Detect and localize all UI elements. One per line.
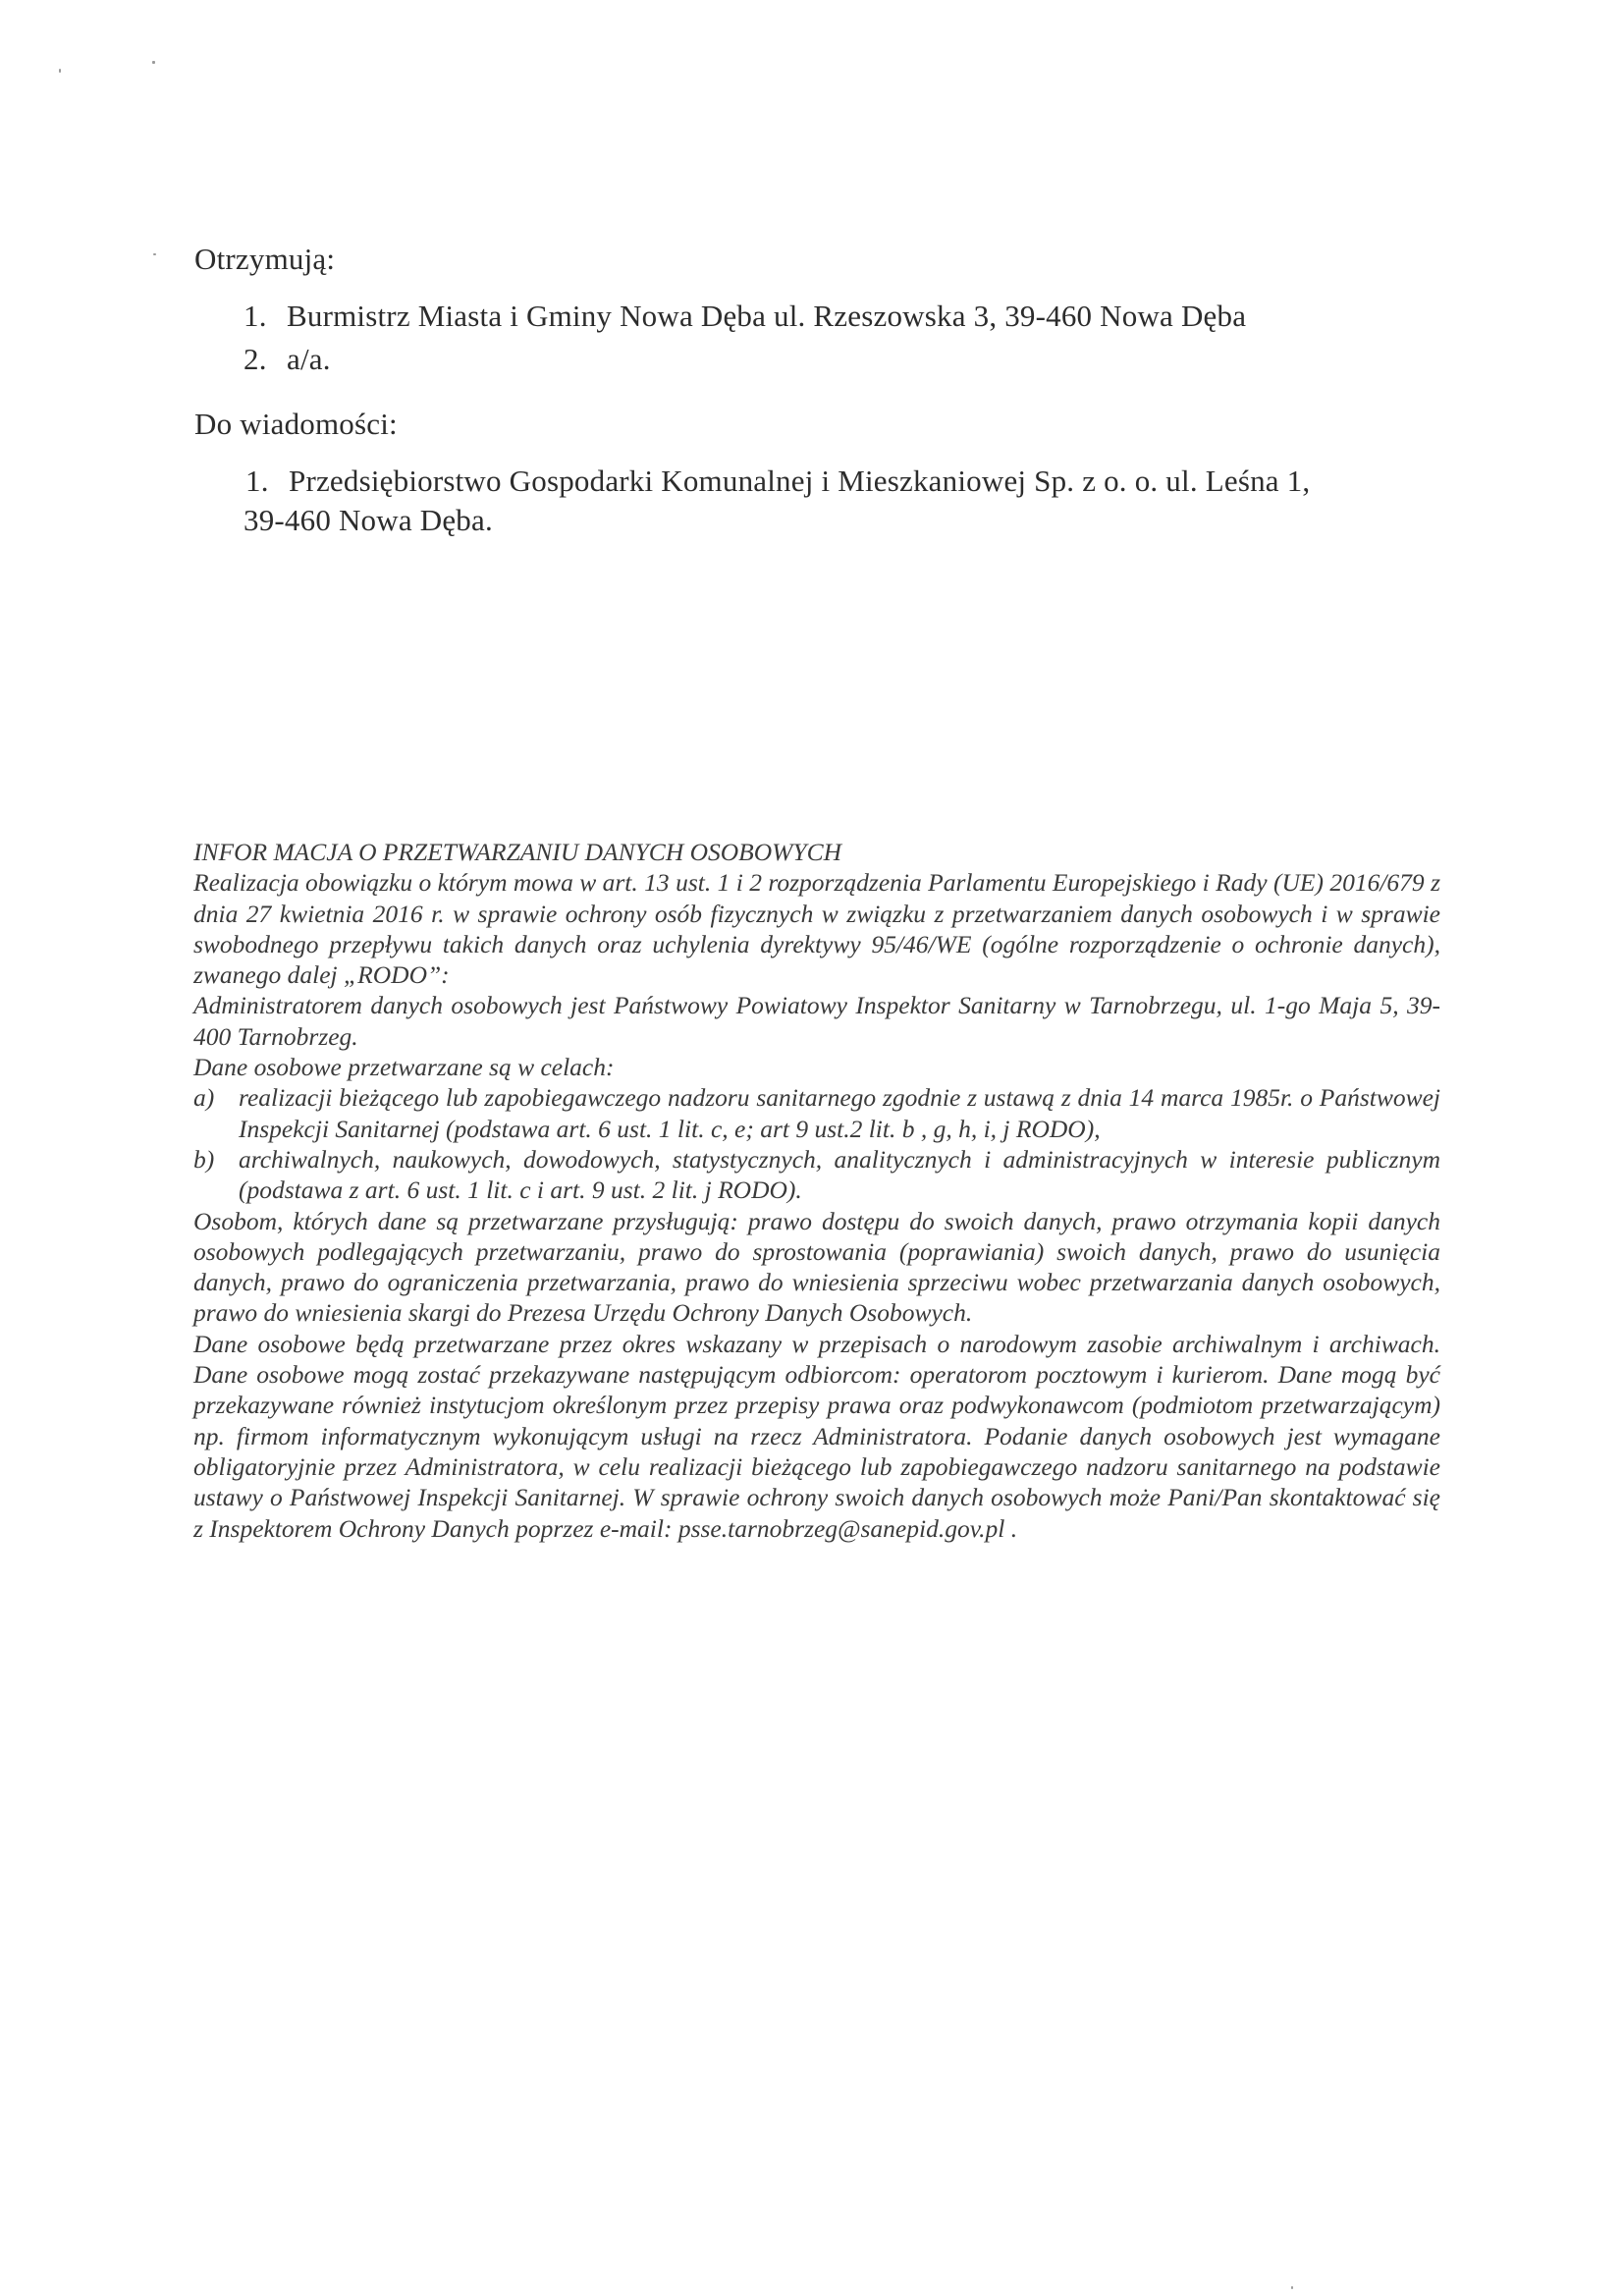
scan-speck [1291, 2286, 1293, 2289]
rodo-intro: Realizacja obowiązku o którym mowa w art. 13 ust. 1 i 2 rozporządzenia Parlamentu Europejskiego i Rady (UE) 2016/679 z dnia 27 kwietnia 2016 r. w sprawie ochrony osób fizycznych w związku z przetwarzaniem danych osobowych i w sprawie swobodnego przepływu takich danych oraz uchylenia dyrektywy 95/46/WE (ogólne rozporządzenie o ochronie danych), zwanego dalej „RODO”: [193, 868, 1440, 990]
list-item [194, 297, 1471, 336]
rodo-information-section [193, 837, 1440, 1544]
scan-speck [152, 61, 155, 64]
purpose-b [193, 1144, 1440, 1206]
info-recipient-line1: Przedsiębiorstwo Gospodarki Komunalnej i Mieszkaniowej Sp. z o. o. ul. Leśna 1, [289, 464, 1311, 498]
list-number: 2. [243, 342, 267, 376]
for-information-heading: Do wiadomości: [194, 407, 398, 441]
info-recipient-line2: 39-460 Nowa Dęba. [243, 503, 493, 537]
rodo-purposes-heading: Dane osobowe przetwarzane są w celach: [193, 1053, 615, 1082]
scan-speck [59, 69, 61, 73]
list-number: 1. [245, 464, 269, 498]
rodo-administrator: Administratorem danych osobowych jest Państwowy Powiatowy Inspektor Sanitarny w Tarnobrzegu, ul. 1-go Maja 5, 39-400 Tarnobrzeg. [193, 991, 1440, 1051]
recipient-text: Burmistrz Miasta i Gminy Nowa Dęba ul. Rzeszowska 3, 39-460 Nowa Dęba [287, 299, 1247, 333]
rodo-title: INFOR MACJA O PRZETWARZANIU DANYCH OSOBOWYCH [193, 838, 842, 866]
purpose-a-text: realizacji bieżącego lub zapobiegawczego nadzoru sanitarnego zgodnie z ustawą z dnia 14 marca 1985r. o Państwowej Inspekcji Sanitarnej (podstawa art. 6 ust. 1 lit. c, e; art 9 ust.2 lit. b , g, h, i, j RODO), [239, 1083, 1440, 1143]
rodo-rights: Osobom, których dane są przetwarzane przysługują: prawo dostępu do swoich danych, prawo otrzymania kopii danych osobowych podlegających przetwarzaniu, prawo do sprostowania (poprawiania) swoich danych, prawo do usunięcia danych, prawo do ograniczenia przetwarzania, prawo do wniesienia sprzeciwu wobec przetwarzania danych osobowych, prawo do wniesienia skargi do Prezesa Urzędu Ochrony Danych Osobowych. [193, 1206, 1440, 1328]
recipients-list [194, 297, 1471, 379]
for-information-list [194, 462, 1471, 540]
purpose-b-mark: b) [193, 1144, 215, 1174]
purpose-a-mark: a) [193, 1083, 215, 1113]
rodo-retention: Dane osobowe będą przetwarzane przez okres wskazany w przepisach o narodowym zasobie archiwalnym i archiwach. Dane osobowe mogą zostać przekazywane następującym odbiorcom: operatorom pocztowym i kurierom. Dane mogą być przekazywane również instytucjom określonym przez przepisy prawa oraz podwykonawcom (podmiotom przetwarzającym) np. firmom informatycznym wykonującym usługi na rzecz Administratora. Podanie danych osobowych jest wymagane obligatoryjnie przez Administratora, w celu realizacji bieżącego lub zapobiegawczego nadzoru sanitarnego na podstawie ustawy o Państwowej Inspekcji Sanitarnej. W sprawie ochrony swoich danych osobowych może Pani/Pan skontaktować się z Inspektorem Ochrony Danych poprzez e-mail: psse.tarnobrzeg@sanepid.gov.pl . [193, 1329, 1440, 1543]
scan-speck [153, 253, 156, 255]
list-item [194, 462, 1471, 540]
recipients-heading: Otrzymują: [194, 242, 336, 276]
distribution-section [194, 240, 1471, 554]
info-recipient [243, 462, 1471, 540]
list-number: 1. [243, 299, 267, 333]
recipient-text: a/a. [287, 342, 331, 376]
purpose-a [193, 1082, 1440, 1144]
purpose-b-text: archiwalnych, naukowych, dowodowych, statystycznych, analitycznych i administracyjnych w interesie publicznym (podstawa z art. 6 ust. 1 lit. c i art. 9 ust. 2 lit. j RODO). [239, 1144, 1440, 1205]
list-item [194, 340, 1471, 379]
